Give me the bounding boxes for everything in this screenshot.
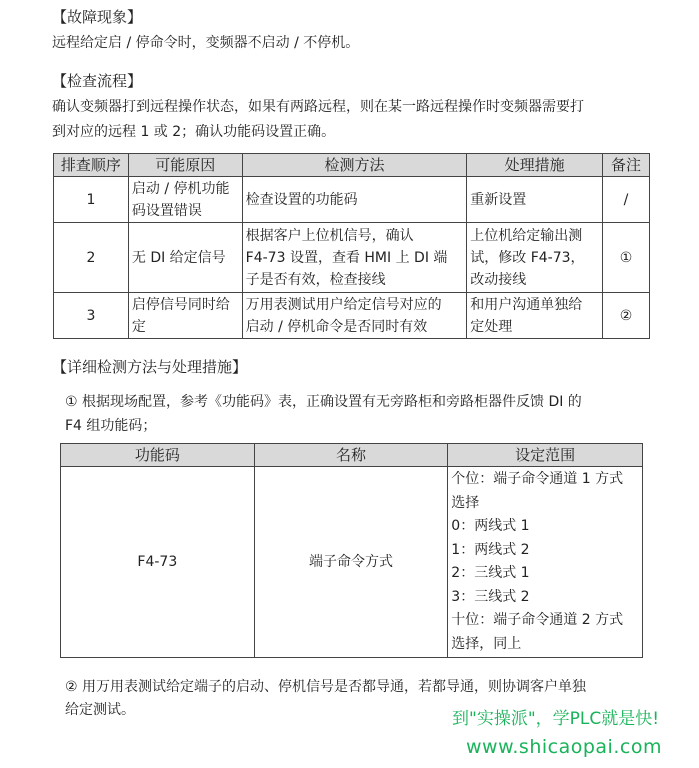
cell-cause-line: 启停信号同时给 — [131, 296, 230, 313]
cell-action-line: 和用户沟通单独给 — [470, 296, 583, 313]
cell-method-line: 根据客户上位机信号，确认 — [245, 227, 414, 244]
table-header-row — [54, 154, 650, 177]
cell-method — [242, 223, 467, 293]
cell-action-line: 试，修改 F4-73， — [470, 249, 585, 266]
cell-action — [467, 293, 603, 339]
cell-cause — [128, 177, 242, 223]
range-line: 0：两线式 1 — [451, 518, 530, 534]
range-line: 1：两线式 2 — [451, 541, 530, 558]
cell-action: 重新设置 — [467, 177, 603, 223]
table-header-row — [61, 444, 643, 467]
cell-action-line: 上位机给定输出测 — [470, 227, 583, 244]
cell-cause: 无 DI 给定信号 — [128, 223, 242, 293]
cell-method-line: 万用表测试用户给定信号对应的 — [245, 296, 442, 313]
cell-cause-line: 定 — [131, 318, 146, 335]
cell-cause-line: 启动 / 停机功能 — [131, 180, 230, 197]
cell-note: ① — [603, 223, 650, 293]
col-header-cause: 可能原因 — [128, 154, 242, 177]
watermark-url: www.shicaopai.com — [466, 736, 662, 758]
col-header-order: 排查顺序 — [54, 154, 129, 177]
cell-note: ② — [603, 293, 650, 339]
cell-method — [242, 293, 467, 339]
fault-heading: 【故障现象】 — [52, 8, 143, 26]
detail-1-line2: F4 组功能码； — [65, 418, 157, 434]
cell-cause — [128, 293, 242, 339]
cell-order: 1 — [54, 177, 129, 223]
cell-order: 2 — [54, 223, 129, 293]
cell-method: 检查设置的功能码 — [242, 177, 467, 223]
check-text-line1: 确认变频器打到远程操作状态，如果有两路远程，则在某一路远程操作时变频器需要打 — [52, 99, 584, 115]
cell-name: 端子命令方式 — [254, 467, 448, 658]
range-line: 十位：端子命令通道 2 方式 — [451, 612, 624, 628]
watermark-slogan: 到"实操派"，学PLC就是快! — [452, 709, 660, 729]
cell-method-line: 启动 / 停机命令是否同时有效 — [245, 318, 428, 335]
cell-cause-line: 码设置错误 — [131, 202, 202, 219]
detail-2-line2: 给定测试。 — [65, 702, 135, 718]
detail-heading: 【详细检测方法与处理措施】 — [52, 358, 248, 376]
col-header-method: 检测方法 — [242, 154, 467, 177]
cell-action-line: 改动接线 — [470, 271, 527, 288]
table-row — [54, 177, 650, 223]
cell-method-line: 子是否有效，检查接线 — [245, 271, 386, 288]
cell-order: 3 — [54, 293, 129, 339]
range-line: 2：三线式 1 — [451, 565, 530, 581]
cell-code: F4-73 — [61, 467, 255, 658]
col-header-note: 备注 — [603, 154, 650, 177]
function-code-table — [60, 443, 643, 658]
table-row — [61, 467, 643, 658]
cell-range — [448, 467, 643, 658]
col-header-action: 处理措施 — [467, 154, 603, 177]
table-row — [54, 223, 650, 293]
detail-2-line1: ② 用万用表测试给定端子的启动、停机信号是否都导通，若都导通，则协调客户单独 — [65, 679, 586, 695]
troubleshoot-table — [53, 153, 650, 339]
table-row — [54, 293, 650, 339]
check-text-line2: 到对应的远程 1 或 2；确认功能码设置正确。 — [52, 124, 336, 140]
check-heading: 【检查流程】 — [52, 72, 143, 90]
cell-action — [467, 223, 603, 293]
col-header-name: 名称 — [254, 444, 448, 467]
cell-action-line: 定处理 — [470, 318, 513, 335]
cell-method-line: F4-73 设置，查看 HMI 上 DI 端 — [245, 249, 448, 266]
range-line: 3：三线式 2 — [451, 588, 530, 605]
fault-text: 远程给定启 / 停命令时，变频器不启动 / 不停机。 — [52, 35, 360, 51]
col-header-code: 功能码 — [61, 444, 255, 467]
range-line: 选择，同上 — [451, 635, 522, 652]
cell-note: / — [603, 177, 650, 223]
col-header-range: 设定范围 — [448, 444, 643, 467]
range-line: 个位：端子命令通道 1 方式 — [451, 471, 624, 487]
range-line: 选择 — [451, 494, 480, 511]
detail-1-line1: ① 根据现场配置，参考《功能码》表，正确设置有无旁路柜和旁路柜器件反馈 DI 的 — [65, 394, 582, 410]
